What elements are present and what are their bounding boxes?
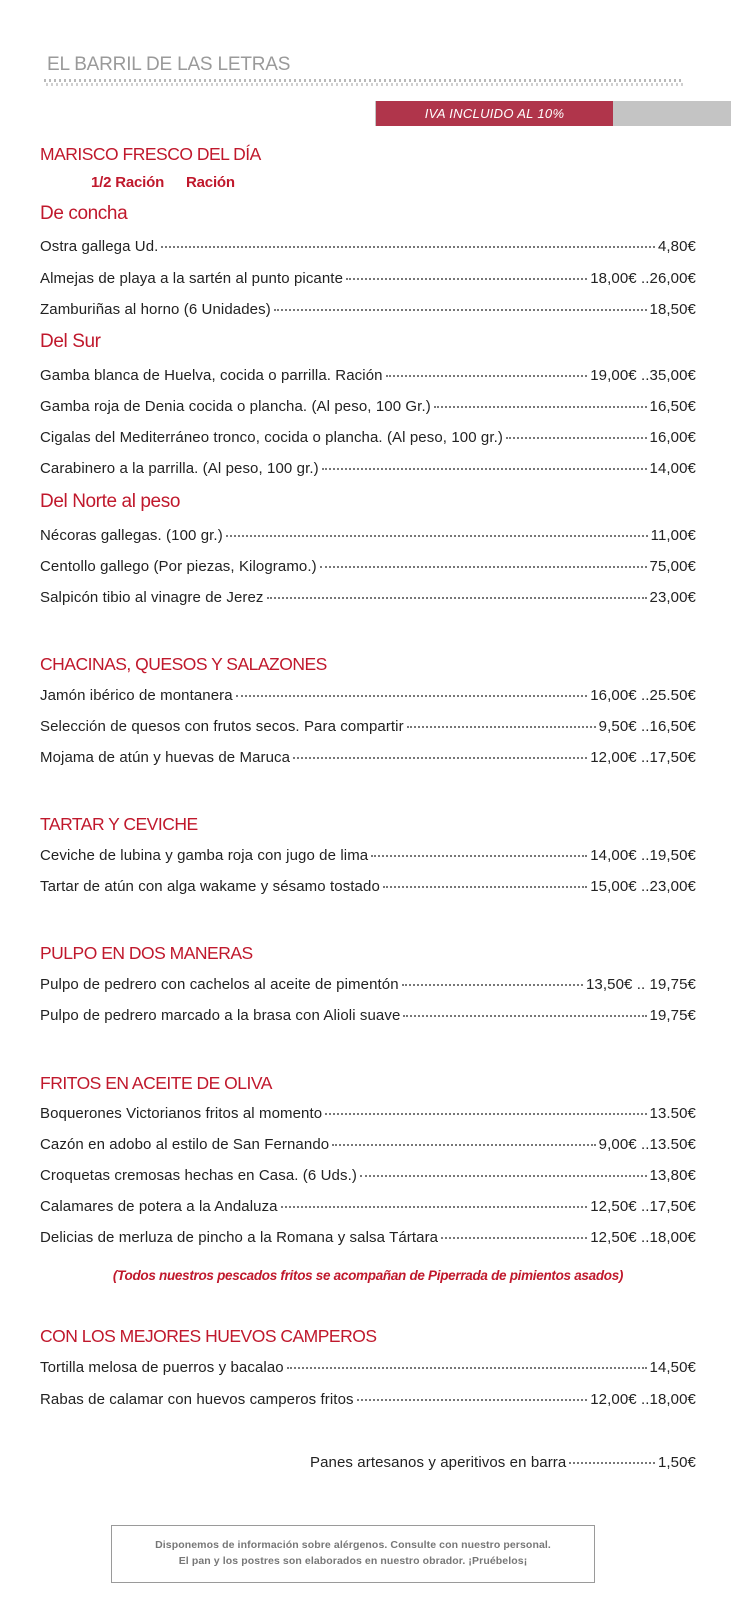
- list-item: [40, 527, 696, 544]
- list-item: [40, 1167, 696, 1184]
- item-name: Croquetas cremosas hechas en Casa. (6 Uds.): [40, 1167, 357, 1184]
- item-price: 1,50€: [657, 1454, 696, 1471]
- item-price: 16,50€: [649, 398, 696, 415]
- dot-leader: [506, 437, 647, 439]
- dot-leader: [441, 1237, 587, 1239]
- item-name: Tartar de atún con alga wakame y sésamo tostado: [40, 878, 380, 895]
- dot-leader: [325, 1113, 646, 1115]
- item-price: 19,75€: [649, 1007, 696, 1024]
- item-price: 14,50€: [649, 1359, 696, 1376]
- list-item: [40, 1359, 696, 1376]
- item-price: 19,00€ ..35,00€: [590, 367, 696, 384]
- item-price: 14,00€ ..19,50€: [590, 847, 696, 864]
- allergen-notice: [111, 1525, 595, 1583]
- column-ration: Ración: [186, 174, 235, 191]
- subsection-title-concha: De concha: [40, 203, 128, 224]
- header-divider: [44, 79, 684, 86]
- fritos-note: (Todos nuestros pescados fritos se acompañan de Piperrada de pimientos asados): [112, 1268, 624, 1283]
- item-name: Centollo gallego (Por piezas, Kilogramo.): [40, 558, 317, 575]
- list-item: [40, 1229, 696, 1246]
- dot-leader: [267, 597, 647, 599]
- dot-leader: [434, 406, 647, 408]
- section-title-pulpo: PULPO EN DOS MANERAS: [40, 943, 253, 963]
- list-item: [40, 460, 696, 477]
- item-name: Gamba blanca de Huelva, cocida o parrilla. Ración: [40, 367, 383, 384]
- item-name: Jamón ibérico de montanera: [40, 687, 233, 704]
- subsection-title-norte: Del Norte al peso: [40, 491, 180, 512]
- allergen-notice-line-2: El pan y los postres son elaborados en nuestro obrador. ¡Pruébelos¡: [178, 1555, 528, 1567]
- dot-leader: [383, 886, 587, 888]
- allergen-notice-line-1: Disponemos de información sobre alérgenos. Consulte con nuestro personal.: [155, 1539, 551, 1551]
- list-item: [40, 1136, 696, 1153]
- item-name: Cigalas del Mediterráneo tronco, cocida o plancha. (Al peso, 100 gr.): [40, 429, 503, 446]
- list-item: [40, 398, 696, 415]
- section-title-fritos: FRITOS EN ACEITE DE OLIVA: [40, 1073, 272, 1093]
- item-name: Rabas de calamar con huevos camperos fritos: [40, 1391, 354, 1408]
- dot-leader: [407, 726, 596, 728]
- dot-leader: [281, 1206, 588, 1208]
- item-price: 9,50€ ..16,50€: [598, 718, 696, 735]
- item-price: 12,00€ ..18,00€: [590, 1391, 696, 1408]
- item-name: Delicias de merluza de pincho a la Romana y salsa Tártara: [40, 1229, 439, 1246]
- list-item: [40, 718, 696, 735]
- dot-leader: [357, 1399, 588, 1401]
- header-title: EL BARRIL DE LAS LETRAS: [47, 54, 291, 75]
- item-price: 13.50€: [649, 1105, 696, 1122]
- item-price: 13,80€: [649, 1167, 696, 1184]
- list-item: [40, 238, 696, 255]
- dot-leader: [274, 309, 647, 311]
- item-name: Ceviche de lubina y gamba roja con jugo de lima: [40, 847, 369, 864]
- list-item: [40, 589, 696, 606]
- item-name: Mojama de atún y huevas de Maruca: [40, 749, 291, 766]
- list-item: [40, 367, 696, 384]
- list-item: [40, 1198, 696, 1215]
- list-item: [40, 687, 696, 704]
- item-name: Pulpo de pedrero marcado a la brasa con Alioli suave: [40, 1007, 401, 1024]
- item-name: Almejas de playa a la sartén al punto picante: [40, 270, 344, 287]
- dot-leader: [360, 1175, 647, 1177]
- list-item: [40, 558, 696, 575]
- item-name: Panes artesanos y aperitivos en barra: [310, 1454, 567, 1471]
- item-name: Gamba roja de Denia cocida o plancha. (Al peso, 100 Gr.): [40, 398, 431, 415]
- dot-leader: [236, 695, 588, 697]
- list-item: [40, 301, 696, 318]
- dot-leader: [386, 375, 588, 377]
- item-name: Pulpo de pedrero con cachelos al aceite de pimentón: [40, 976, 399, 993]
- dot-leader: [322, 468, 647, 470]
- item-price: 13,50€ .. 19,75€: [585, 976, 696, 993]
- list-item: [40, 429, 696, 446]
- item-price: 75,00€: [649, 558, 696, 575]
- item-name: Calamares de potera a la Andaluza: [40, 1198, 278, 1215]
- item-price: 4,80€: [657, 238, 696, 255]
- section-title-chacinas: CHACINAS, QUESOS Y SALAZONES: [40, 654, 327, 674]
- dot-leader: [226, 535, 648, 537]
- item-name: Selección de quesos con frutos secos. Para compartir: [40, 718, 404, 735]
- item-name: Ostra gallega Ud.: [40, 238, 159, 255]
- item-price: 23,00€: [649, 589, 696, 606]
- item-price: 18,00€ ..26,00€: [590, 270, 696, 287]
- item-price: 12,50€ ..17,50€: [590, 1198, 696, 1215]
- dot-leader: [161, 246, 655, 248]
- item-name: Salpicón tibio al vinagre de Jerez: [40, 589, 264, 606]
- item-price: 11,00€: [650, 527, 696, 544]
- section-title-tartar: TARTAR Y CEVICHE: [40, 814, 198, 834]
- section-title-marisco: MARISCO FRESCO DEL DÍA: [40, 144, 261, 164]
- item-name: Carabinero a la parrilla. (Al peso, 100 gr.): [40, 460, 319, 477]
- item-name: Boquerones Victorianos fritos al momento: [40, 1105, 323, 1122]
- iva-badge: IVA INCLUIDO AL 10%: [376, 101, 613, 126]
- list-item: [40, 1391, 696, 1408]
- item-name: Zamburiñas al horno (6 Unidades): [40, 301, 271, 318]
- dot-leader: [403, 1015, 646, 1017]
- dot-leader: [371, 855, 587, 857]
- list-item: [40, 270, 696, 287]
- list-item: [40, 1105, 696, 1122]
- item-price: 14,00€: [649, 460, 696, 477]
- dot-leader: [402, 984, 583, 986]
- item-price: 15,00€ ..23,00€: [590, 878, 696, 895]
- dot-leader: [287, 1367, 647, 1369]
- item-name: Tortilla melosa de puerros y bacalao: [40, 1359, 284, 1376]
- item-name: Nécoras gallegas. (100 gr.): [40, 527, 223, 544]
- item-price: 16,00€ ..25.50€: [590, 687, 696, 704]
- item-price: 16,00€: [649, 429, 696, 446]
- list-item: [40, 976, 696, 993]
- list-item: [40, 1007, 696, 1024]
- dot-leader: [332, 1144, 595, 1146]
- item-price: 12,00€ ..17,50€: [590, 749, 696, 766]
- dot-leader: [346, 278, 587, 280]
- item-price: 18,50€: [649, 301, 696, 318]
- item-price: 9,00€ ..13.50€: [598, 1136, 696, 1153]
- column-half-ration: 1/2 Ración: [91, 174, 165, 191]
- list-item: [40, 878, 696, 895]
- list-item: [40, 847, 696, 864]
- dot-leader: [320, 566, 647, 568]
- dot-leader: [569, 1462, 655, 1464]
- list-item: [40, 749, 696, 766]
- section-title-huevos: CON LOS MEJORES HUEVOS CAMPEROS: [40, 1326, 377, 1346]
- item-name: Cazón en adobo al estilo de San Fernando: [40, 1136, 330, 1153]
- item-price: 12,50€ ..18,00€: [590, 1229, 696, 1246]
- subsection-title-sur: Del Sur: [40, 331, 101, 352]
- panes-item: [310, 1454, 696, 1471]
- dot-leader: [293, 757, 587, 759]
- column-headers: [91, 174, 257, 191]
